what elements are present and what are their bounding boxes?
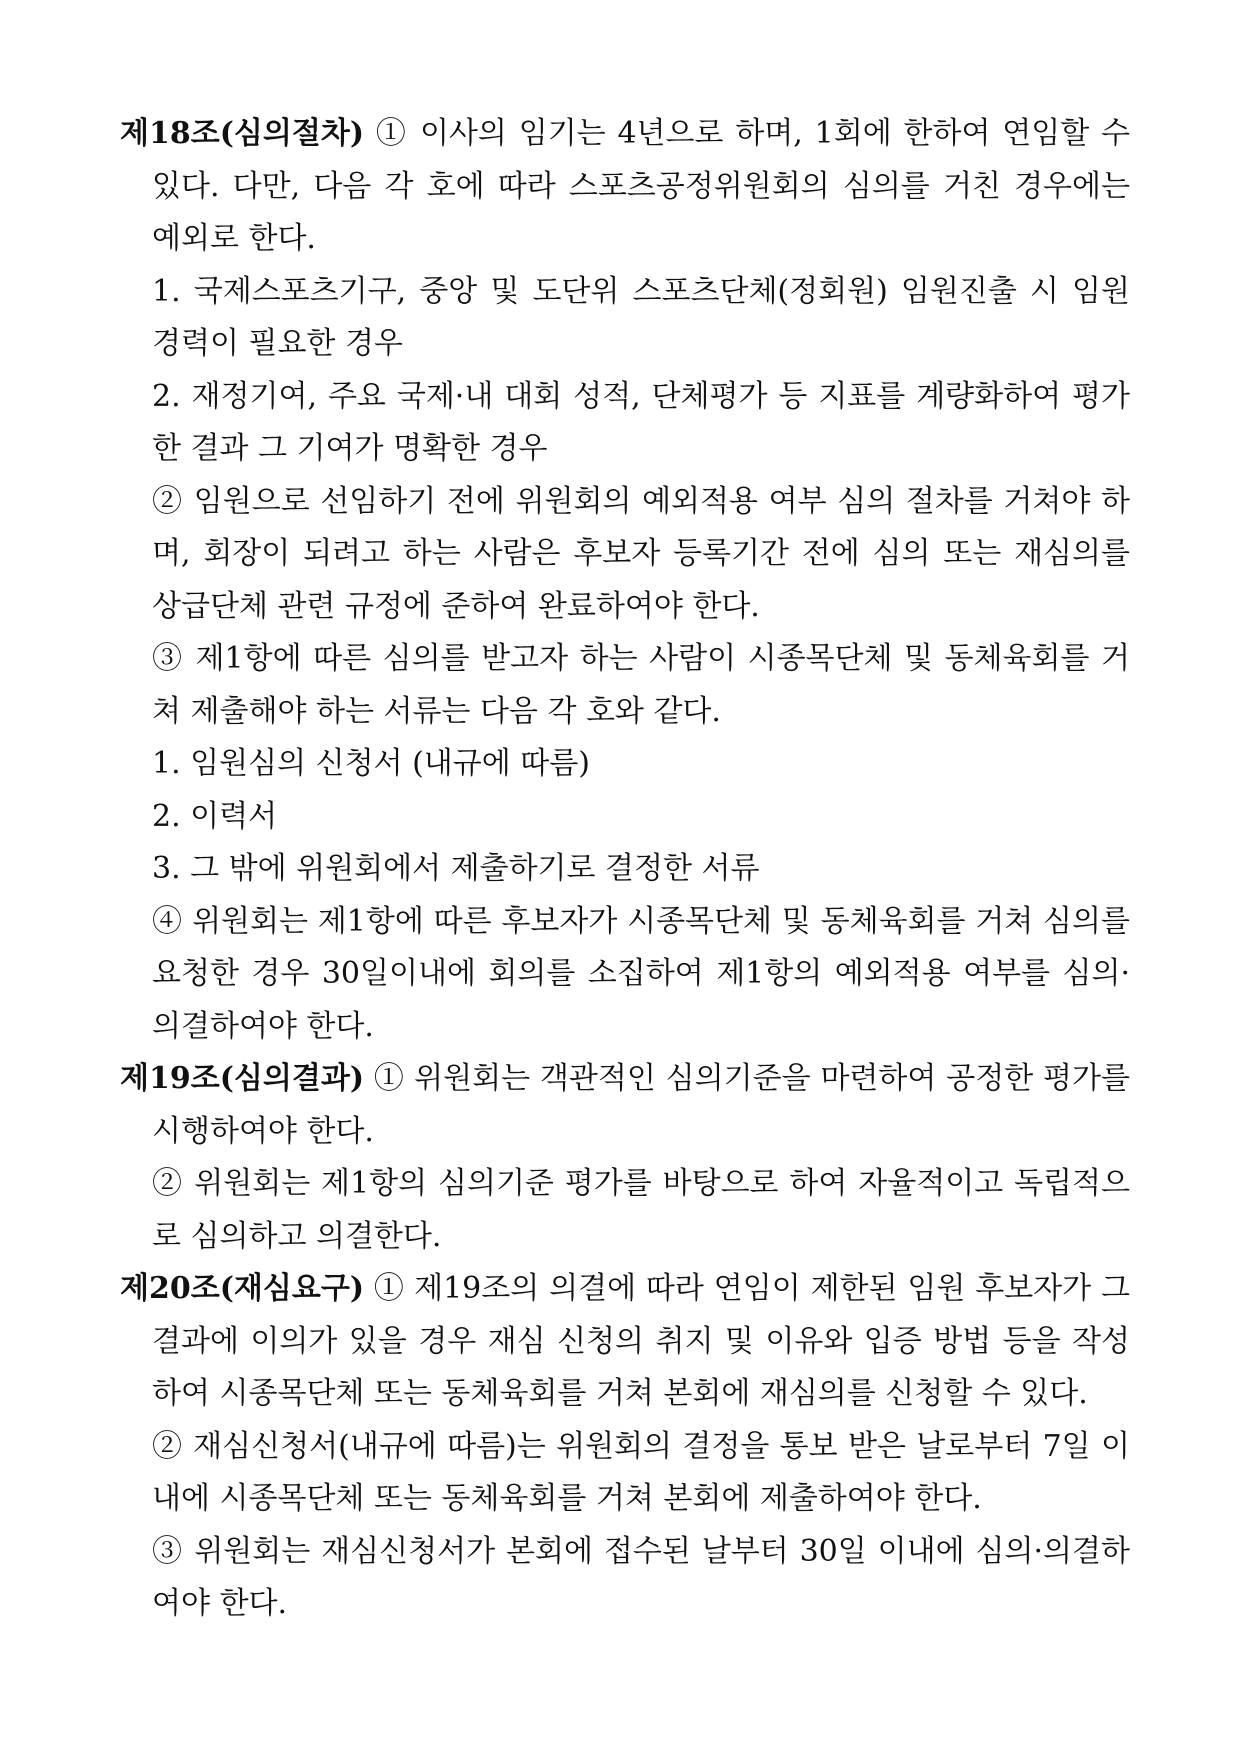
article-18-item-1: 1. 국제스포츠기구, 중앙 및 도단위 스포츠단체(정회원) 임원진출 시 임원경력이 필요한 경우	[152, 273, 1130, 361]
article-18-text: ① 이사의 임기는 4년으로 하며, 1회에 한하여 연임할 수 있다. 다만, 다음 각 호에 따라 스포츠공정위원회의 심의를 거친 경우에는 예외로 한다.	[152, 116, 1130, 256]
article-18-item-2: 2. 재정기여, 주요 국제·내 대회 성적, 단체평가 등 지표를 계량화하여 평가한 결과 그 기여가 명확한 경우	[152, 378, 1130, 466]
article-19-paragraph-2: ② 위원회는 제1항의 심의기준 평가를 바탕으로 하여 자율적이고 독립적으로 심의하고 의결한다.	[152, 1166, 1130, 1254]
article-18-paragraph-4: ④ 위원회는 제1항에 따른 후보자가 시종목단체 및 동체육회를 거쳐 심의를 요청한 경우 30일이내에 회의를 소집하여 제1항의 예외적용 여부를 심의·의결하여야 한다.	[152, 903, 1130, 1044]
article-18-p3-item-3: 3. 그 밖에 위원회에서 제출하기로 결정한 서류	[152, 851, 760, 886]
article-19-paragraph-1	[120, 1053, 1130, 1158]
article-18	[120, 108, 1130, 1053]
article-20-heading: 제20조(재심요구)	[120, 1271, 365, 1306]
article-18-heading: 제18조(심의절차)	[120, 116, 365, 151]
article-18-paragraph-1	[120, 108, 1130, 266]
article-20-paragraph-3: ③ 위원회는 재심신청서가 본회에 접수된 날부터 30일 이내에 심의·의결하여야 한다.	[152, 1533, 1130, 1621]
document-page	[120, 108, 1130, 1631]
article-20	[120, 1263, 1130, 1631]
article-18-p3-item-1: 1. 임원심의 신청서 (내규에 따름)	[152, 746, 590, 781]
article-18-paragraph-3: ③ 제1항에 따른 심의를 받고자 하는 사람이 시종목단체 및 동체육회를 거쳐 제출해야 하는 서류는 다음 각 호와 같다.	[152, 641, 1130, 729]
article-19-text: ① 위원회는 객관적인 심의기준을 마련하여 공정한 평가를 시행하여야 한다.	[152, 1061, 1130, 1149]
article-18-paragraph-2: ② 임원으로 선임하기 전에 위원회의 예외적용 여부 심의 절차를 거쳐야 하며, 회장이 되려고 하는 사람은 후보자 등록기간 전에 심의 또는 재심의를 상급단체 관련 규정에 준하여 완료하여야 한다.	[152, 483, 1130, 624]
article-19-heading: 제19조(심의결과)	[120, 1061, 365, 1096]
article-20-paragraph-1	[120, 1263, 1130, 1421]
article-20-paragraph-2: ② 재심신청서(내규에 따름)는 위원회의 결정을 통보 받은 날로부터 7일 이내에 시종목단체 또는 동체육회를 거쳐 본회에 제출하여야 한다.	[152, 1428, 1130, 1516]
article-18-p3-item-2: 2. 이력서	[152, 798, 278, 834]
article-20-text: ① 제19조의 의결에 따라 연임이 제한된 임원 후보자가 그 결과에 이의가 있을 경우 재심 신청의 취지 및 이유와 입증 방법 등을 작성하여 시종목단체 또는 동체육회를 거쳐 본회에 재심의를 신청할 수 있다.	[152, 1271, 1130, 1411]
article-19	[120, 1053, 1130, 1263]
